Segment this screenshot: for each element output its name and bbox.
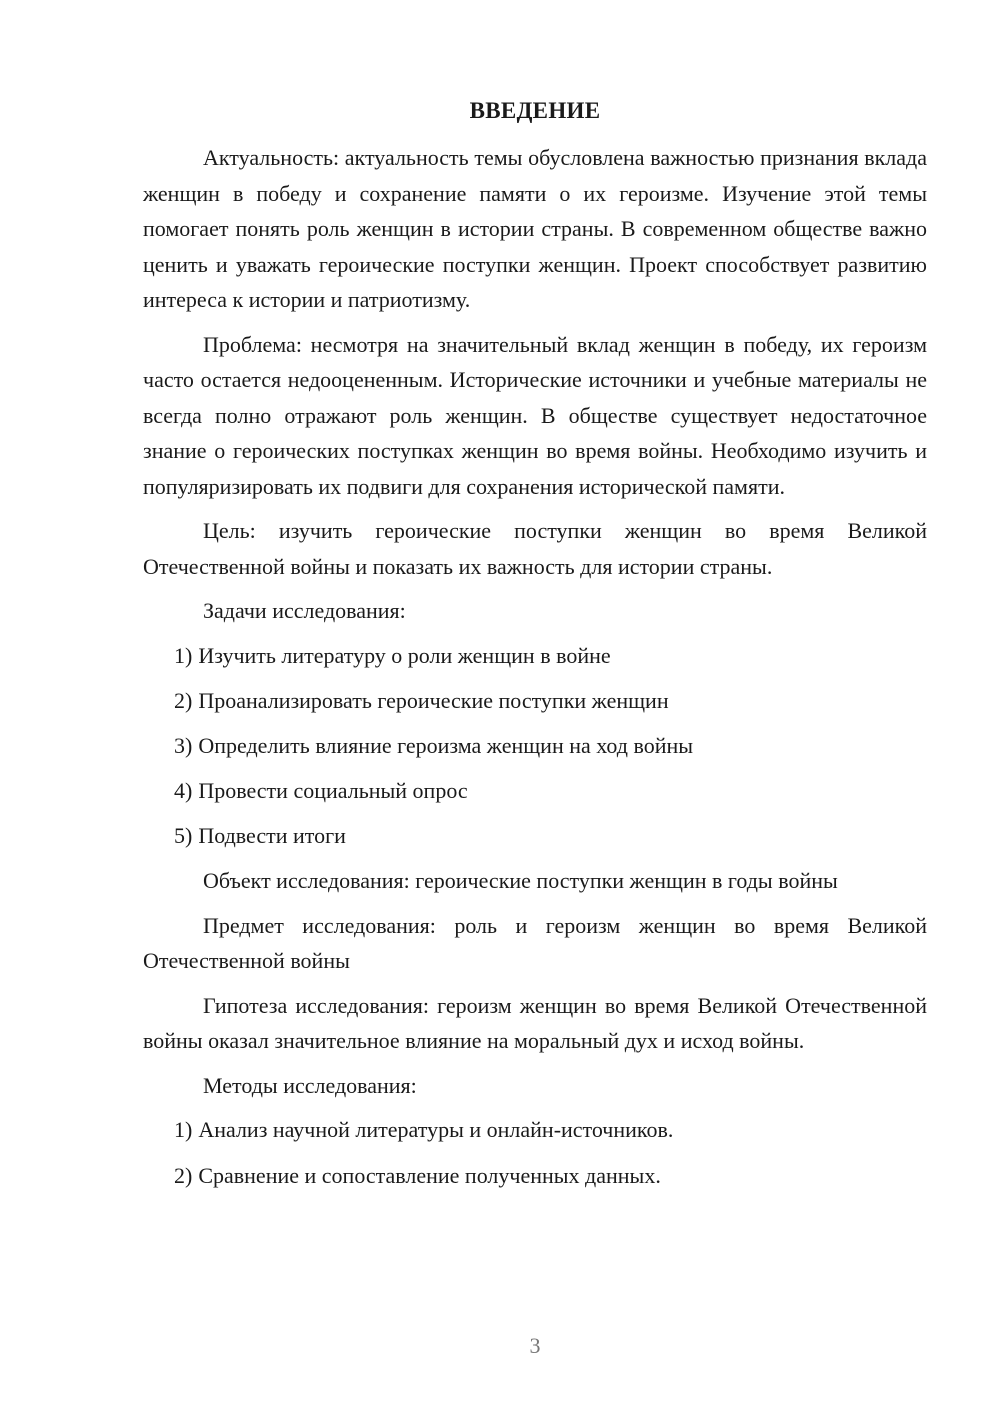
- list-item-number: 5): [174, 823, 193, 849]
- list-item: [143, 638, 927, 674]
- list-item-number: 2): [174, 1162, 193, 1188]
- document-page: [143, 96, 927, 1203]
- relevance-paragraph: Актуальность: актуальность темы обусловлена важностью признания вклада женщин в победу и сохранение памяти о их героизме. Изучение этой темы помогает понять роль женщин в истории страны. В современном обществе важно ценить и уважать героические поступки женщин. Проект способствует развитию интереса к истории и патриотизму.: [143, 145, 927, 312]
- problem-paragraph: Проблема: несмотря на значительный вклад женщин в победу, их героизм часто остается недооцененным. Исторические источники и учебные материалы не всегда полно отражают роль женщин. В обществе существует недостаточное знание о героических поступках женщин во время войны. Необходимо изучить и популяризировать их подвиги для сохранения исторической памяти.: [143, 331, 927, 499]
- list-item-text: Сравнение и сопоставление полученных данных.: [198, 1162, 661, 1188]
- tasks-list: [143, 638, 927, 854]
- goal-paragraph: Цель: изучить героические поступки женщин во время Великой Отечественной войны и показать их важность для истории страны.: [143, 518, 927, 579]
- list-item-text: Подвести итоги: [198, 823, 346, 849]
- list-item-text: Проанализировать героические поступки женщин: [198, 687, 669, 713]
- document-title: ВВЕДЕНИЕ: [469, 98, 601, 123]
- list-item-number: 3): [174, 732, 193, 758]
- list-item: [143, 683, 927, 719]
- list-item-number: 4): [174, 778, 193, 804]
- list-item: [143, 818, 927, 854]
- list-item: [143, 1112, 927, 1148]
- list-item-text: Определить влияние героизма женщин на ход войны: [198, 732, 694, 758]
- list-item-number: 1): [174, 1117, 193, 1143]
- tasks-heading: Задачи исследования:: [203, 598, 406, 623]
- list-item-text: Провести социальный опрос: [198, 778, 468, 804]
- list-item: [143, 773, 927, 809]
- list-item-text: Анализ научной литературы и онлайн-источников.: [198, 1117, 674, 1143]
- list-item-number: 1): [174, 642, 193, 668]
- list-item-number: 2): [174, 687, 193, 713]
- subject-paragraph: Предмет исследования: роль и героизм женщин во время Великой Отечественной войны: [143, 912, 927, 974]
- methods-list: [143, 1112, 927, 1193]
- list-item: [143, 728, 927, 764]
- methods-heading: Методы исследования:: [203, 1072, 417, 1098]
- list-item-text: Изучить литературу о роли женщин в войне: [198, 642, 611, 668]
- list-item: [143, 1158, 927, 1194]
- hypothesis-paragraph: Гипотеза исследования: героизм женщин во время Великой Отечественной войны оказал значительное влияние на моральный дух и исход войны.: [143, 992, 927, 1054]
- page-number: 3: [529, 1333, 541, 1358]
- object-paragraph: Объект исследования: героические поступки женщин в годы войны: [203, 868, 838, 894]
